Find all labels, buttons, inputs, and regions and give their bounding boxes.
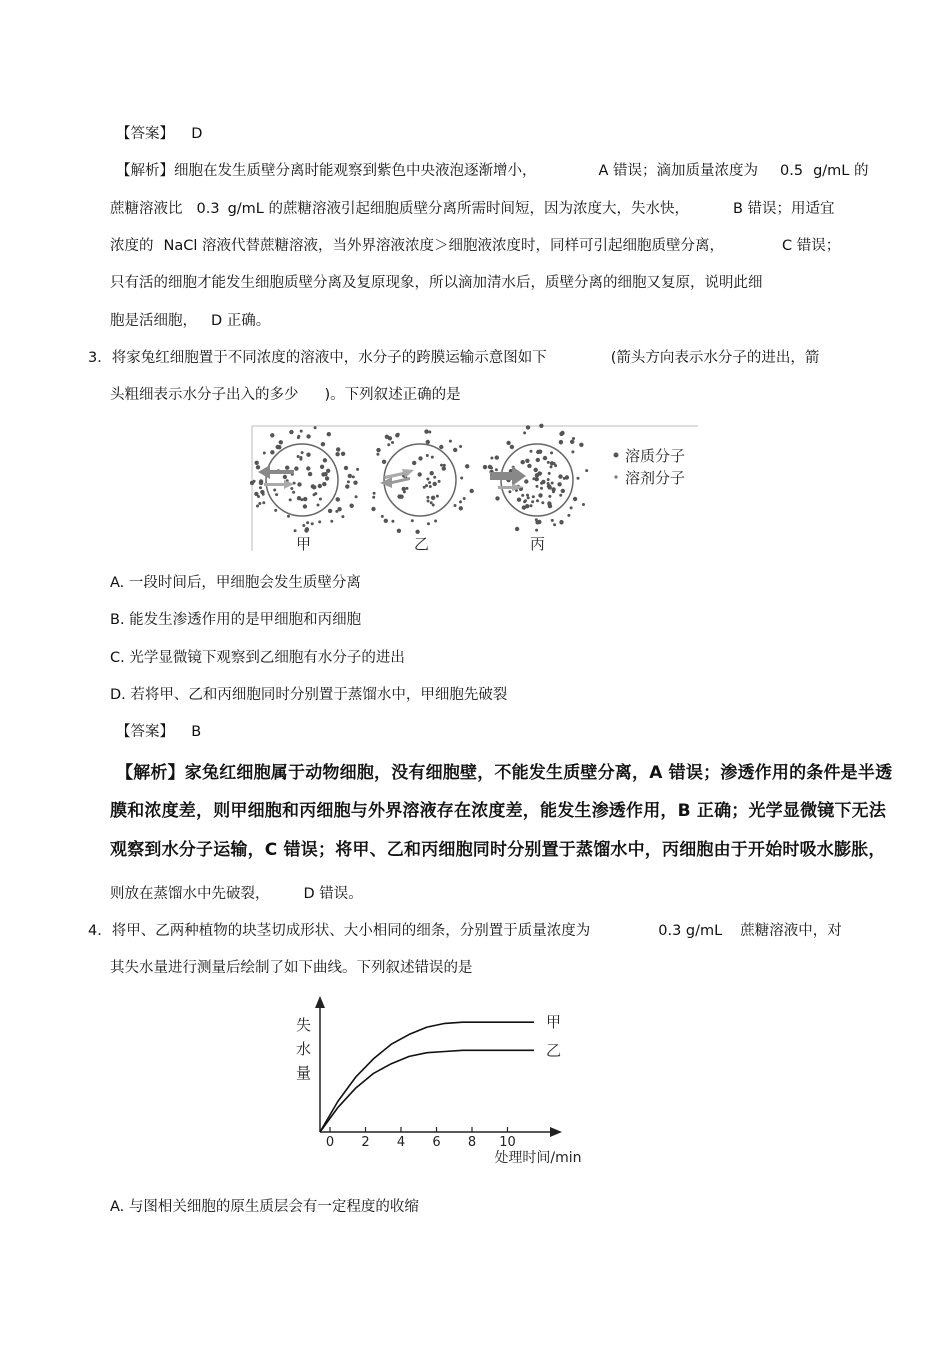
- molecule-dot: [428, 431, 431, 434]
- q2-analysis-line1: [116, 161, 869, 181]
- q3-option-c: C. 光学显微镜下观察到乙细胞有水分子的进出: [110, 650, 405, 666]
- molecule-dot: [373, 492, 376, 495]
- molecule-dot: [262, 501, 265, 504]
- molecule-dot: [433, 476, 436, 479]
- molecule-dot: [573, 497, 577, 501]
- molecule-dot: [350, 504, 354, 508]
- molecule-dot: [325, 476, 329, 480]
- q2-analysis-line5: [110, 311, 270, 331]
- molecule-dot: [433, 482, 437, 486]
- q4-option-a: A. 与图相关细胞的原生质层会有一定程度的收缩: [110, 1199, 419, 1215]
- molecule-dot: [551, 487, 555, 491]
- molecule-dot: [585, 469, 588, 472]
- molecule-dot: [530, 450, 533, 453]
- x-tick-label: 8: [467, 1135, 477, 1150]
- molecule-dot: [526, 425, 530, 429]
- cell-membrane: [384, 444, 456, 516]
- y-axis-label: 失: [296, 1016, 312, 1034]
- molecule-dot: [510, 445, 514, 449]
- molecule-dot: [495, 455, 499, 459]
- molecule-dot: [356, 468, 359, 471]
- molecule-dot: [527, 464, 531, 468]
- analysis-text: 胞是活细胞，: [110, 313, 197, 329]
- molecule-dot: [582, 503, 585, 506]
- molecule-dot: [256, 465, 260, 469]
- molecule-dot: [551, 519, 554, 522]
- series-line-yi: [320, 1050, 534, 1132]
- molecule-dot: [372, 496, 375, 499]
- molecule-dot: [506, 441, 510, 445]
- q3-answer: [116, 722, 201, 742]
- molecule-dot: [543, 456, 547, 460]
- molecule-dot: [275, 493, 278, 496]
- molecule-dot: [311, 522, 314, 525]
- molecule-dot: [559, 494, 562, 497]
- molecule-dot: [527, 496, 530, 499]
- molecule-dot: [395, 433, 399, 437]
- molecule-dot: [577, 477, 580, 480]
- stem-text: 3．将家兔红细胞置于不同浓度的溶液中，水分子的跨膜运输示意图如下: [88, 350, 547, 366]
- molecule-dot: [557, 482, 561, 486]
- molecule-dot: [561, 489, 565, 493]
- molecule-dot: [429, 485, 432, 488]
- molecule-dot: [524, 479, 528, 483]
- molecule-dot: [536, 485, 539, 488]
- molecule-dot: [536, 499, 539, 502]
- molecule-dot: [541, 501, 544, 504]
- molecule-dot: [381, 515, 384, 518]
- molecule-dot: [285, 466, 289, 470]
- x-tick-label: 0: [325, 1135, 335, 1150]
- molecule-dot: [515, 527, 519, 531]
- molecule-dot: [490, 457, 493, 460]
- molecule-dot: [319, 498, 322, 501]
- molecule-dot: [425, 484, 428, 487]
- q4-stem-line2: 其失水量进行测量后绘制了如下曲线。下列叙述错误的是: [110, 960, 473, 976]
- molecule-dot: [434, 520, 437, 523]
- molecule-dot: [550, 465, 553, 468]
- q3-option-b: B. 能发生渗透作用的是甲细胞和丙细胞: [110, 612, 362, 628]
- cell-jia: [250, 426, 359, 532]
- molecule-dot: [297, 496, 301, 500]
- solute-legend-dot: [614, 453, 619, 458]
- molecule-dot: [559, 520, 563, 524]
- q3-stem-line1: [88, 348, 819, 368]
- molecule-dot: [572, 437, 575, 440]
- molecule-dot: [538, 493, 542, 497]
- analysis-text: 则放在蒸馏水中先破裂，: [110, 886, 270, 902]
- molecule-dot: [391, 441, 394, 444]
- molecule-dot: [430, 501, 433, 504]
- molecule-dot: [427, 500, 430, 503]
- cell-label-jia: 甲: [296, 535, 312, 553]
- analysis-text: D 错误。: [303, 886, 363, 902]
- molecule-dot: [306, 453, 310, 457]
- molecule-dot: [432, 504, 435, 507]
- molecule-dot: [553, 523, 556, 526]
- molecule-dot: [495, 468, 498, 471]
- molecule-dot: [384, 519, 388, 523]
- molecule-dot: [459, 445, 462, 448]
- molecule-dot: [459, 500, 462, 503]
- molecule-dot: [551, 482, 554, 485]
- molecule-dot: [348, 474, 352, 478]
- molecule-dot: [314, 426, 317, 429]
- molecule-dot: [547, 482, 550, 485]
- molecule-dot: [294, 529, 297, 532]
- cell-bing: [483, 424, 588, 532]
- molecule-dot: [371, 507, 375, 511]
- molecule-dot: [495, 496, 499, 500]
- molecule-dot: [554, 464, 557, 467]
- analysis-text: B 错误；用适宜: [732, 201, 835, 217]
- molecule-dot: [344, 466, 348, 470]
- analysis-text: 【解析】细胞在发生质壁分离时能观察到紫色中央液泡逐渐增小，: [116, 163, 537, 179]
- cell-yi: [371, 429, 474, 534]
- molecule-dot: [335, 452, 339, 456]
- molecule-dot: [289, 498, 292, 501]
- water-loss-chart: [290, 990, 660, 1170]
- molecule-dot: [263, 452, 266, 455]
- molecule-dot: [488, 465, 492, 469]
- x-tick-label: 2: [361, 1135, 370, 1150]
- molecule-dot: [426, 440, 430, 444]
- q3-analysis-line1: 【解析】家兔红细胞属于动物细胞，没有细胞壁，不能发生质壁分离，A 错误；渗透作用的条件是半透: [116, 763, 893, 783]
- molecule-dot: [521, 460, 525, 464]
- molecule-dot: [418, 456, 422, 460]
- molecule-dot: [303, 504, 307, 508]
- molecule-dot: [382, 460, 386, 464]
- molecule-dot: [454, 504, 457, 507]
- molecule-dot: [428, 481, 431, 484]
- molecule-dot: [289, 430, 293, 434]
- molecule-dot: [292, 491, 295, 494]
- molecule-dot: [531, 500, 534, 503]
- molecule-dot: [550, 451, 553, 454]
- stem-text: (箭头方向表示水分子的进出，箭: [610, 350, 820, 366]
- molecule-dot: [465, 464, 469, 468]
- molecule-dot: [534, 468, 538, 472]
- molecule-dot: [567, 514, 570, 517]
- molecule-dot: [328, 509, 332, 513]
- molecule-dot: [323, 458, 327, 462]
- molecule-dot: [274, 509, 277, 512]
- molecule-dot: [327, 432, 331, 436]
- molecule-dot: [547, 478, 550, 481]
- molecule-dot: [294, 466, 298, 470]
- q3-stem-line2: [110, 385, 461, 405]
- molecule-dot: [460, 477, 463, 480]
- molecule-dot: [443, 464, 446, 467]
- molecule-dot: [426, 454, 429, 457]
- molecule-dot: [525, 459, 529, 463]
- molecule-dot: [262, 493, 265, 496]
- molecule-dot: [352, 475, 355, 478]
- analysis-text: D 正确。: [211, 313, 271, 329]
- molecule-dot: [403, 490, 406, 493]
- q3-option-a: A. 一段时间后，甲细胞会发生质壁分离: [110, 575, 361, 591]
- q3-option-d: D. 若将甲、乙和丙细胞同时分别置于蒸馏水中，甲细胞先破裂: [110, 687, 508, 703]
- molecule-dot: [306, 466, 310, 470]
- molecule-dot: [353, 481, 357, 485]
- series-label-jia: 甲: [546, 1013, 562, 1032]
- molecule-dot: [388, 436, 392, 440]
- x-axis-arrow-icon: [550, 1127, 562, 1137]
- molecule-dot: [530, 504, 533, 507]
- molecule-dot: [415, 530, 419, 534]
- stem-text: 头粗细表示水分子出入的多少: [110, 387, 299, 403]
- molecule-dot: [547, 461, 550, 464]
- analysis-text: 0.3: [196, 201, 220, 217]
- molecule-dot: [303, 497, 307, 501]
- molecule-dot: [541, 480, 545, 484]
- molecule-dot: [459, 506, 463, 510]
- molecule-dot: [273, 489, 276, 492]
- q3-analysis-line3: 观察到水分子运输，C 错误；将甲、乙和丙细胞同时分别置于蒸馏水中，丙细胞由于开始时吸水膨胀，: [110, 840, 886, 860]
- q3-analysis-line4: [110, 884, 363, 904]
- analysis-text: NaCl 溶液代替蔗糖溶液，当外界溶液浓度＞细胞液浓度时，同样可引起细胞质壁分离，: [163, 238, 724, 254]
- molecule-dot: [259, 486, 262, 489]
- molecule-dot: [535, 518, 538, 521]
- molecule-dot: [483, 465, 487, 469]
- molecule-dot: [322, 482, 326, 486]
- molecule-dot: [548, 495, 551, 498]
- molecule-dot: [438, 480, 441, 483]
- molecule-dot: [256, 505, 259, 508]
- molecule-dot: [336, 447, 340, 451]
- molecule-dot: [548, 485, 552, 489]
- arrow-in-thin-icon: [264, 480, 294, 489]
- solvent-legend-dot: [614, 475, 617, 478]
- molecule-dot: [297, 455, 300, 458]
- molecule-dot: [302, 524, 305, 527]
- molecule-dot: [345, 484, 349, 488]
- molecule-dot: [463, 497, 466, 500]
- molecule-dot: [300, 456, 303, 459]
- molecule-dot: [411, 519, 414, 522]
- molecule-dot: [347, 480, 350, 483]
- molecule-dot: [418, 472, 422, 476]
- molecule-dot: [570, 440, 574, 444]
- q4-stem-line1: [88, 921, 842, 941]
- molecule-dot: [431, 496, 435, 500]
- molecule-dot: [521, 494, 524, 497]
- answer-label: 【答案】: [116, 724, 174, 740]
- molecule-dot: [560, 431, 564, 435]
- series-line-jia: [320, 1022, 534, 1132]
- molecule-dot: [426, 478, 429, 481]
- stem-text: )。下列叙述正确的是: [324, 387, 461, 403]
- molecule-dot: [539, 424, 543, 428]
- osmosis-figure: [250, 423, 700, 555]
- q2-answer: [116, 124, 202, 144]
- analysis-text: C 错误；: [782, 238, 841, 254]
- stem-text: 0.3 g/mL: [658, 923, 723, 939]
- molecule-dot: [517, 498, 521, 502]
- molecule-dot: [341, 452, 345, 456]
- molecule-dot: [436, 495, 439, 498]
- molecule-dot: [548, 504, 552, 508]
- molecule-dot: [253, 480, 256, 483]
- molecule-dot: [276, 445, 280, 449]
- molecule-dot: [355, 495, 358, 498]
- stem-text: 4．将甲、乙两种植物的块茎切成形状、大小相同的细条，分别置于质量浓度为: [88, 923, 591, 939]
- answer-value: B: [191, 724, 202, 740]
- molecule-dot: [317, 504, 320, 507]
- molecule-dot: [535, 529, 538, 532]
- molecule-dot: [439, 445, 443, 449]
- molecule-dot: [318, 520, 321, 523]
- cell-label-yi: 乙: [414, 535, 430, 553]
- molecule-dot: [376, 448, 380, 452]
- y-axis-label: 量: [296, 1064, 312, 1082]
- molecule-dot: [376, 453, 379, 456]
- molecule-dot: [579, 443, 583, 447]
- molecule-dot: [308, 472, 312, 476]
- analysis-text: g/mL 的: [813, 163, 869, 179]
- molecule-dot: [532, 495, 535, 498]
- molecule-dot: [535, 473, 539, 477]
- molecule-dot: [548, 472, 551, 475]
- molecule-dot: [313, 493, 316, 496]
- x-tick-label: 10: [499, 1135, 516, 1150]
- molecule-dot: [391, 520, 394, 523]
- molecule-dot: [563, 477, 566, 480]
- answer-value: D: [191, 126, 203, 142]
- molecule-dot: [306, 434, 310, 438]
- molecule-dot: [540, 487, 543, 490]
- molecule-dot: [306, 521, 309, 524]
- y-axis-arrow-icon: [315, 996, 325, 1008]
- molecule-dot: [259, 481, 263, 485]
- analysis-text: 浓度的: [110, 238, 154, 254]
- legend-solvent: 溶剂分子: [625, 469, 686, 487]
- molecule-dot: [336, 497, 340, 501]
- molecule-dot: [449, 440, 452, 443]
- molecule-dot: [397, 529, 401, 533]
- molecule-dot: [321, 442, 325, 446]
- molecule-dot: [279, 440, 283, 444]
- x-axis-label: 处理时间/min: [494, 1150, 582, 1166]
- molecule-dot: [523, 500, 526, 503]
- stem-text: 蔗糖溶液中，对: [740, 923, 842, 939]
- molecule-dot: [570, 506, 573, 509]
- molecule-dot: [399, 495, 403, 499]
- molecule-dot: [320, 465, 324, 469]
- molecule-dot: [526, 494, 529, 497]
- molecule-dot: [301, 451, 304, 454]
- molecule-dot: [300, 430, 303, 433]
- x-tick-label: 6: [432, 1135, 441, 1150]
- y-axis-label: 水: [296, 1040, 312, 1058]
- molecule-dot: [297, 435, 300, 438]
- analysis-text: g/mL 的蔗糖溶液引起细胞质壁分离所需时间短，因为浓度大，失水快，: [227, 201, 689, 217]
- molecule-dot: [270, 433, 274, 437]
- series-label-yi: 乙: [546, 1041, 562, 1060]
- q2-analysis-line4: 只有活的细胞才能发生细胞质壁分离及复原现象，所以滴加清水后，质壁分离的细胞又复原，说明此细: [110, 275, 763, 291]
- molecule-dot: [304, 528, 308, 532]
- molecule-dot: [287, 515, 290, 518]
- molecule-dot: [536, 450, 540, 454]
- answer-label: 【答案】: [116, 126, 174, 142]
- analysis-text: A 错误；滴加质量浓度为: [598, 163, 759, 179]
- molecule-dot: [571, 450, 574, 453]
- legend-solute: 溶质分子: [625, 447, 686, 465]
- molecule-dot: [318, 484, 322, 488]
- molecule-dot: [323, 472, 327, 476]
- molecule-dot: [532, 477, 535, 480]
- molecule-dot: [558, 474, 562, 478]
- molecule-dot: [330, 520, 333, 523]
- molecule-dot: [525, 504, 529, 508]
- molecule-dot: [341, 515, 344, 518]
- molecule-dot: [406, 487, 409, 490]
- molecule-dot: [559, 442, 562, 445]
- analysis-text: 0.5: [780, 163, 804, 179]
- molecule-dot: [427, 522, 430, 525]
- molecule-dot: [257, 495, 260, 498]
- molecule-dot: [430, 471, 434, 475]
- molecule-dot: [426, 496, 429, 499]
- molecule-dot: [290, 487, 293, 490]
- molecule-dot: [337, 507, 341, 511]
- molecule-dot: [402, 487, 406, 491]
- q2-analysis-line2: [110, 199, 835, 219]
- x-tick-label: 4: [396, 1135, 406, 1150]
- molecule-dot: [523, 431, 526, 434]
- q3-analysis-line2: 膜和浓度差，则甲细胞和丙细胞与外界溶液存在浓度差，能发生渗透作用，B 正确；光学显微镜下无法: [110, 801, 887, 821]
- molecule-dot: [412, 461, 416, 465]
- molecule-dot: [270, 450, 274, 454]
- molecule-dot: [453, 448, 457, 452]
- molecule-dot: [442, 466, 446, 470]
- analysis-text: 蔗糖溶液比: [110, 201, 183, 217]
- molecule-dot: [258, 502, 261, 505]
- molecule-dot: [539, 472, 542, 475]
- molecule-dot: [424, 429, 428, 433]
- molecule-dot: [387, 443, 390, 446]
- molecule-dot: [255, 461, 259, 465]
- cell-label-bing: 丙: [530, 535, 546, 553]
- molecule-dot: [283, 475, 287, 479]
- molecule-dot: [536, 458, 540, 462]
- molecule-dot: [312, 485, 316, 489]
- molecule-dot: [508, 490, 511, 493]
- molecule-dot: [297, 482, 301, 486]
- molecule-dot: [470, 489, 474, 493]
- molecule-dot: [550, 461, 554, 465]
- q2-analysis-line3: [110, 236, 840, 256]
- molecule-dot: [431, 456, 434, 459]
- molecule-dot: [440, 464, 443, 467]
